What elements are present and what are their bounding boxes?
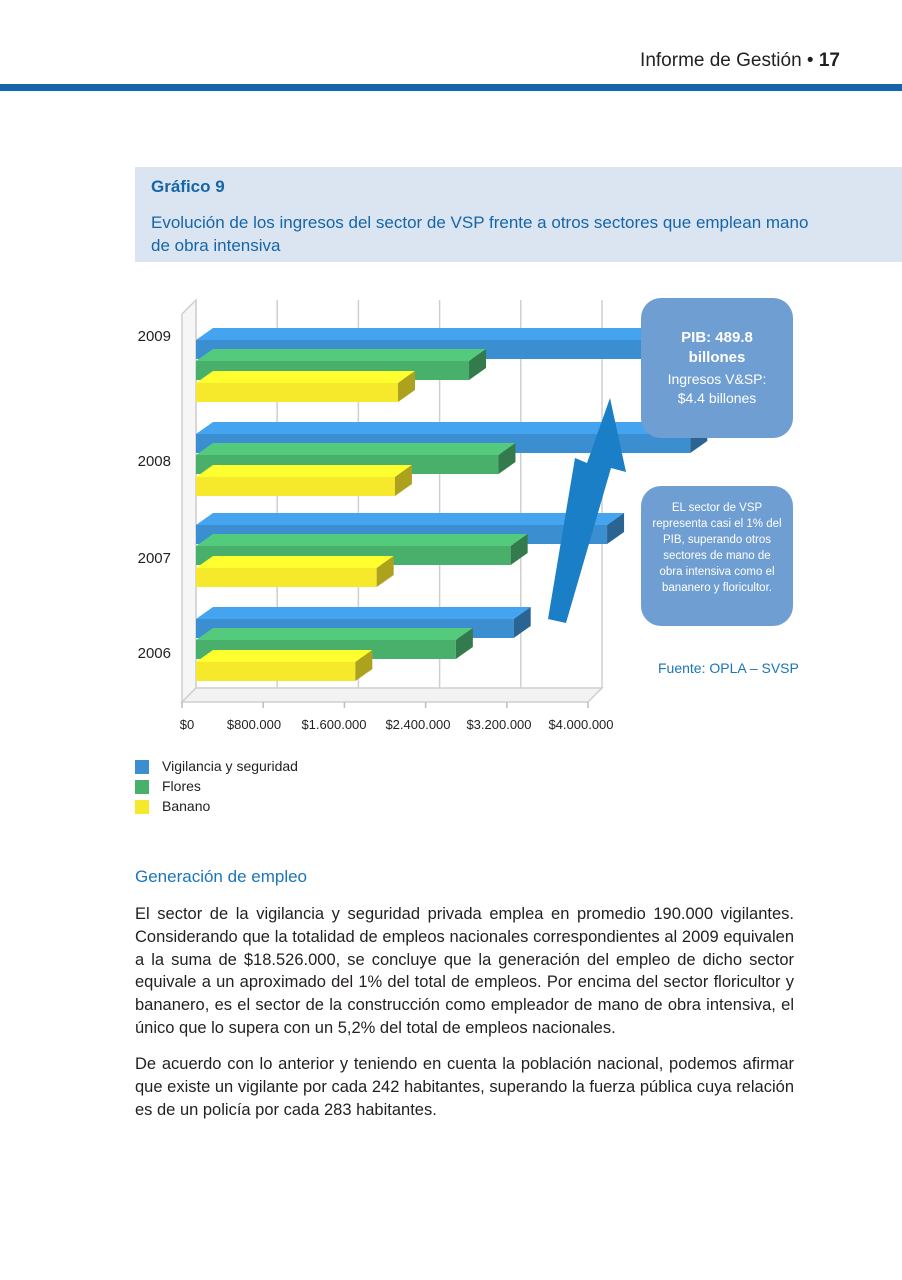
bar-top	[196, 628, 473, 640]
legend-swatch	[135, 760, 149, 774]
header-title: Informe de Gestión	[640, 50, 802, 71]
x-tick-label: $800.000	[226, 717, 282, 732]
bar-top	[196, 534, 528, 546]
x-tick-label: $4.000.000	[548, 717, 614, 732]
body-paragraph: De acuerdo con lo anterior y teniendo en cuenta la población nacional, podemos afirmar que existe un vigilante por cada 242 habitantes, superando la fuerza pública cuya relación es de un policía por cada 283 habitantes.	[135, 1055, 794, 1119]
bar-front	[196, 662, 355, 681]
bar-front	[196, 477, 395, 496]
bar-top	[196, 465, 412, 477]
bar	[196, 465, 412, 496]
bar-top	[196, 349, 486, 361]
bar-top	[196, 650, 372, 662]
y-category-label: 2007	[137, 550, 171, 567]
x-tick-label: $0	[179, 717, 195, 732]
legend-label: Vigilancia y seguridad	[162, 758, 298, 774]
sector-note-text: EL sector de VSP representa casi el 1% del PIB, superando otros sectores de mano de obra intensiva como el bananero y floricultor.	[652, 502, 782, 594]
bar	[196, 556, 394, 587]
pib-unit: billones	[688, 349, 746, 366]
bar-top	[196, 371, 415, 383]
bar-top	[196, 513, 624, 525]
header-bullet: •	[806, 50, 814, 71]
chart-source: Fuente: OPLA – SVSP	[658, 660, 799, 676]
chart-left-wall	[182, 300, 196, 702]
bar-top	[196, 328, 702, 340]
pib-callout	[641, 298, 793, 438]
legend-swatch	[135, 780, 149, 794]
ingresos-label: Ingresos V&SP:	[667, 371, 767, 387]
bar	[196, 650, 372, 681]
figure-label: Gráfico 9	[151, 177, 225, 196]
y-category-label: 2008	[137, 453, 171, 470]
bar-top	[196, 607, 531, 619]
section-title: Generación de empleo	[135, 867, 308, 886]
legend-label: Flores	[162, 778, 201, 794]
x-tick-label: $1.600.000	[301, 717, 367, 732]
y-category-label: 2006	[137, 645, 171, 662]
page-number: 17	[818, 50, 840, 71]
ingresos-value: $4.4 billones	[677, 390, 757, 406]
bar-front	[196, 568, 377, 587]
chart-floor	[182, 688, 602, 702]
body-paragraph: El sector de la vigilancia y seguridad privada emplea en promedio 190.000 vigilantes. Considerando que la totalidad de empleos nacionales correspondientes al 2009 equivalen a la suma de $18.526.000, se concluye que la generación del empleo de dicho sector equivale a un aproximado del 1% del total de empleos. Por encima del sector floricultor y bananero, es el sector de la construcción como empleador de mano de obra intensiva, el único que lo supera con un 5,2% del total de empleos nacionales.	[135, 905, 794, 1037]
x-tick-label: $3.200.000	[466, 717, 532, 732]
bar-front	[196, 383, 398, 402]
x-tick-label: $2.400.000	[385, 717, 451, 732]
bar-top	[196, 422, 707, 434]
legend-swatch	[135, 800, 149, 814]
bar-top	[196, 443, 515, 455]
sector-note-callout	[641, 486, 793, 626]
pib-value: PIB: 489.8	[681, 329, 753, 346]
y-category-label: 2009	[137, 328, 171, 345]
figure-title: Evolución de los ingresos del sector de VSP frente a otros sectores que emplean mano de obra intensiva	[151, 213, 809, 255]
bar	[196, 371, 415, 402]
bar-top	[196, 556, 394, 568]
legend-label: Banano	[162, 798, 211, 814]
